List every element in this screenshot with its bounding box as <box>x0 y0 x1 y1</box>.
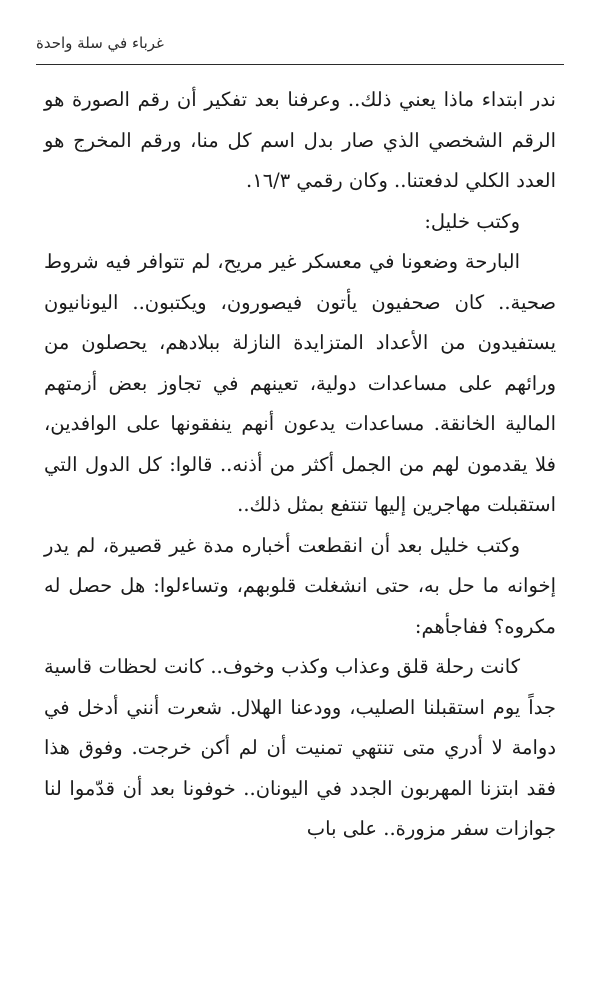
paragraph-continued: ندر ابتداء ماذا يعني ذلك.. وعرفنا بعد تفكير أن رقم الصورة هو الرقم الشخصي الذي صار بدل اسم كل منا، ورقم المخرج هو العدد الكلي لدفعتنا.. وكان رقمي ١٦/٣. <box>44 88 556 192</box>
paragraph-news-cut: وكتب خليل بعد أن انقطعت أخباره مدة غير قصيرة، لم يدر إخوانه ما حل به، حتى انشغلت قلوبهم، وتساءلوا: هل حصل له مكروه؟ ففاجأهم: <box>44 533 556 638</box>
body-text <box>44 80 556 850</box>
paragraph-camp: البارحة وضعونا في معسكر غير مريح، لم تتوافر فيه شروط صحية.. كان صحفيون يأتون فيصورون، ويكتبون.. اليونانيون يستفيدون من الأعداد المتزايدة النازلة ببلادهم، يحصلون من ورائهم على مساعدات دولية، تعينهم في تجاوز بعض أزمتهم المالية الخانقة. مساعدات يدعون أنهم ينفقونها على الوافدين، فلا يقدمون لهم من الجمل أكثر من أذنه.. قالوا: كل الدول التي استقبلت مهاجرين إليها تنتفع بمثل ذلك.. <box>44 250 556 516</box>
paragraph-khalil-wrote: وكتب خليل: <box>424 209 520 233</box>
paragraph-journey: كانت رحلة قلق وعذاب وكذب وخوف.. كانت لحظات قاسية جداً يوم استقبلنا الصليب، وودعنا الهلال. شعرت أنني أدخل في دوامة لا أدري متى تنتهي تمنيت أن لم أكن خرجت. وفوق هذا فقد ابتزنا المهربون الجدد في اليونان.. خوفونا بعد أن قدّموا لنا جوازات سفر مزورة.. على باب <box>44 655 556 840</box>
running-header-title: غرباء في سلة واحدة <box>36 34 164 52</box>
header-divider <box>36 64 564 65</box>
